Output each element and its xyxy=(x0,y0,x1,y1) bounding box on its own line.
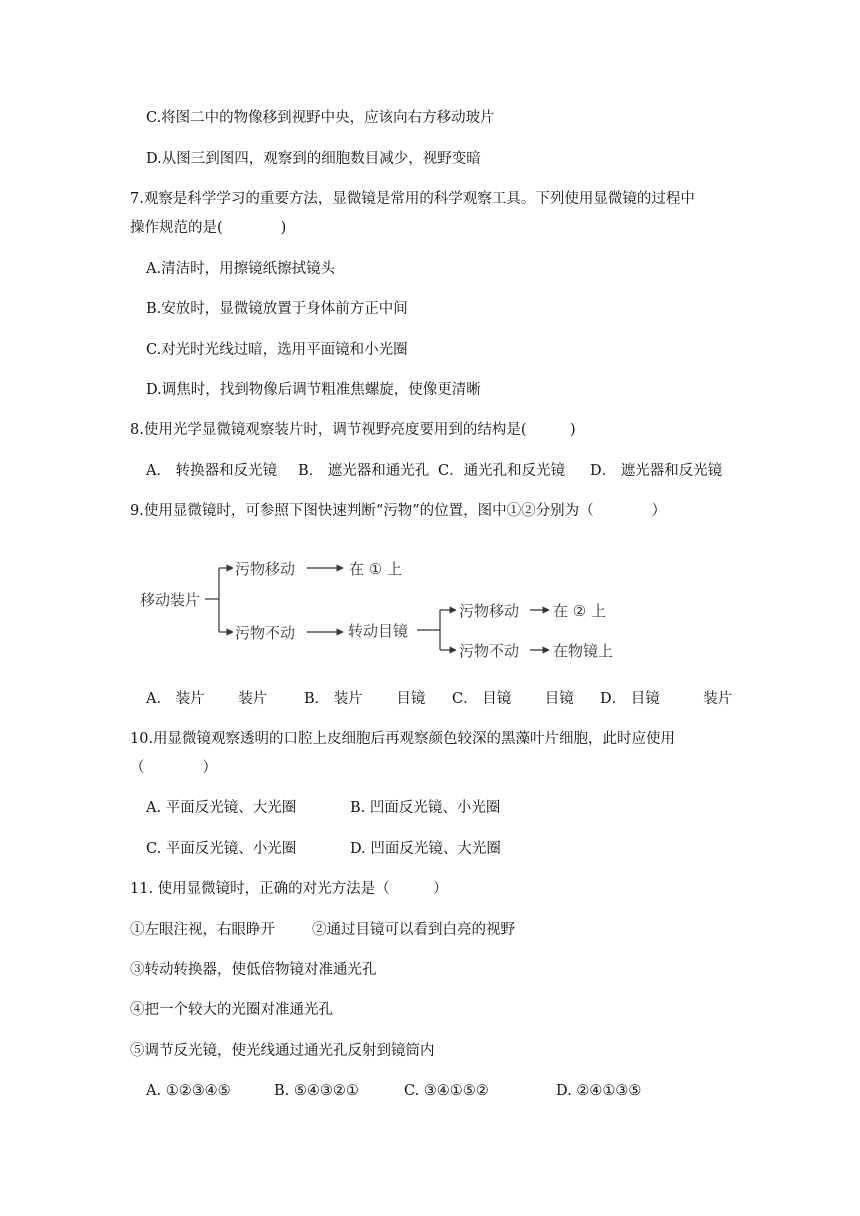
q9-option-a: A． 装片 装片 xyxy=(146,691,268,707)
q9-node-sub1: 污物移动 xyxy=(459,602,520,620)
q7-option-d: D.调焦时，找到物像后调节粗准焦螺旋，使像更清晰 xyxy=(146,382,481,398)
q10-option-a: A. 平面反光镜、大光圈 xyxy=(146,800,297,816)
q6-option-d: D.从图三到图四，观察到的细胞数目减少，视野变暗 xyxy=(146,151,481,167)
q7-option-a: A.清洁时，用擦镜纸擦拭镜头 xyxy=(146,261,336,277)
q9-node-result1: 在 ① 上 xyxy=(349,560,402,578)
q7-option-b: B.安放时，显微镜放置于身体前方正中间 xyxy=(146,301,408,317)
q8-option-d: D． 遮光器和反光镜 xyxy=(590,463,723,479)
q11-option-a: A. ①②③④⑤ xyxy=(146,1083,231,1099)
q11-option-c: C. ③④①⑤② xyxy=(404,1083,489,1099)
q11-option-d: D. ②④①③⑤ xyxy=(556,1083,642,1099)
q11-statement-1: ①左眼注视，右眼睁开 xyxy=(130,922,275,938)
q7-stem-line1: 7.观察是科学学习的重要方法，显微镜是常用的科学观察工具。下列使用显微镜的过程中 xyxy=(130,191,695,207)
q11-option-b: B. ⑤④③②① xyxy=(274,1083,359,1099)
q10-option-d: D. 凹面反光镜、大光圈 xyxy=(350,841,501,857)
q9-node-sub2: 污物不动 xyxy=(459,642,520,660)
q11-statement-2: ②通过目镜可以看到白亮的视野 xyxy=(312,922,515,938)
q9-node-result3: 在物镜上 xyxy=(553,642,614,660)
q7-stem-line2: 操作规范的是( ) xyxy=(130,220,287,236)
q11-statement-5: ⑤调节反光镜，使光线通过通光孔反射到镜筒内 xyxy=(130,1043,435,1059)
q8-option-a: A． 转换器和反光镜 xyxy=(146,463,278,479)
q10-stem-line2: （ ） xyxy=(130,760,217,776)
q10-stem-line1: 10.用显微镜观察透明的口腔上皮细胞后再观察颜色较深的黑藻叶片细胞，此时应使用 xyxy=(130,731,676,747)
q9-flow-diagram xyxy=(135,548,635,663)
q6-option-c: C.将图二中的物像移到视野中央，应该向右方移动玻片 xyxy=(146,110,495,126)
q9-node-root: 移动装片 xyxy=(140,591,201,609)
q8-option-c: C．通光孔和反光镜 xyxy=(438,463,566,479)
q9-node-result2: 在 ② 上 xyxy=(553,602,606,620)
q9-node-branch2: 污物不动 xyxy=(235,624,296,642)
q11-statement-3: ③转动转换器，使低倍物镜对准通光孔 xyxy=(130,962,377,978)
q9-node-action2: 转动目镜 xyxy=(348,622,409,640)
q11-statement-4: ④把一个较大的光圈对准通光孔 xyxy=(130,1002,333,1018)
q11-stem: 11. 使用显微镜时，正确的对光方法是（ ） xyxy=(130,881,448,897)
q10-option-b: B. 凹面反光镜、小光圈 xyxy=(350,800,501,816)
q9-stem: 9.使用显微镜时，可参照下图快速判断“污物”的位置，图中①②分别为（ ） xyxy=(130,503,667,519)
q9-node-branch1: 污物移动 xyxy=(235,560,296,578)
q8-stem: 8.使用光学显微镜观察装片时，调节视野亮度要用到的结构是( ) xyxy=(130,422,576,438)
q9-option-d: D． 目镜 装片 xyxy=(600,691,733,707)
q10-option-c: C. 平面反光镜、小光圈 xyxy=(146,841,297,857)
q8-option-b: B． 遮光器和通光孔 xyxy=(298,463,430,479)
q9-option-b: B． 装片 目镜 xyxy=(304,691,426,707)
q9-option-c: C． 目镜 目镜 xyxy=(452,691,574,707)
q7-option-c: C.对光时光线过暗，选用平面镜和小光圈 xyxy=(146,342,408,358)
